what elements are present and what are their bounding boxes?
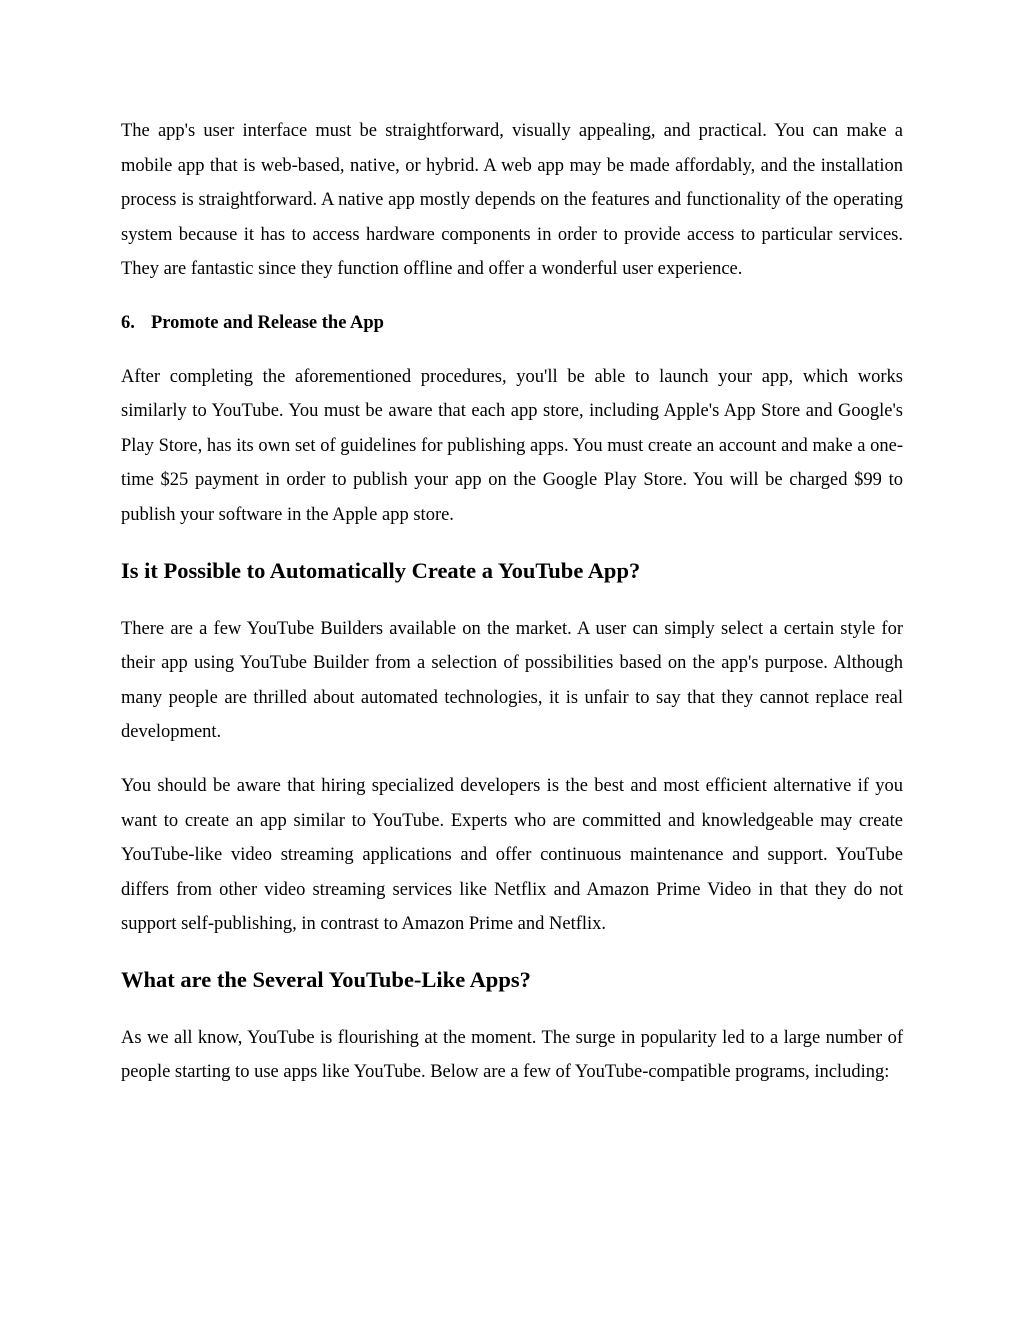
paragraph-youtube-builders: There are a few YouTube Builders available on the market. A user can simply select a certain style for their app using YouTube Builder from a selection of possibilities based on the app's purpose. Although many people are thrilled about automated technologies, it is unfair to say that they cannot replace real development. — [121, 618, 903, 743]
heading-automatic-create: Is it Possible to Automatically Create a YouTube App? — [121, 557, 641, 583]
step-number: 6. — [121, 312, 135, 333]
paragraph-hiring-developers: You should be aware that hiring specialized developers is the best and most efficient alternative if you want to create an app similar to YouTube. Experts who are committed and knowledgeable may create YouTube-like video streaming applications and offer continuous maintenance and support. YouTube differs from other video streaming services like Netflix and Amazon Prime Video in that they do not support self-publishing, in contrast to Amazon Prime and Netflix. — [121, 775, 903, 935]
paragraph-launch-app: After completing the aforementioned procedures, you'll be able to launch your app, which works similarly to YouTube. You must be aware that each app store, including Apple's App Store and Google's Play Store, has its own set of guidelines for publishing apps. You must create an account and make a one-time $25 payment in order to publish your app on the Google Play Store. You will be charged $99 to publish your software in the Apple app store. — [121, 366, 903, 525]
heading-youtube-like-apps: What are the Several YouTube-Like Apps? — [121, 966, 531, 992]
step-heading-promote-release — [121, 306, 903, 341]
paragraph-ui-design: The app's user interface must be straightforward, visually appealing, and practical. You can make a mobile app that is web-based, native, or hybrid. A web app may be made affordably, and the installation process is straightforward. A native app mostly depends on the features and functionality of the operating system because it has to access hardware components in order to provide access to particular services. They are fantastic since they function offline and offer a wonderful user experience. — [121, 121, 903, 280]
document-page — [121, 114, 903, 1090]
paragraph-youtube-flourishing: As we all know, YouTube is flourishing at the moment. The surge in popularity led to a large number of people starting to use apps like YouTube. Below are a few of YouTube-compatible programs, including: — [121, 1027, 903, 1083]
step-title: Promote and Release the App — [151, 312, 384, 333]
